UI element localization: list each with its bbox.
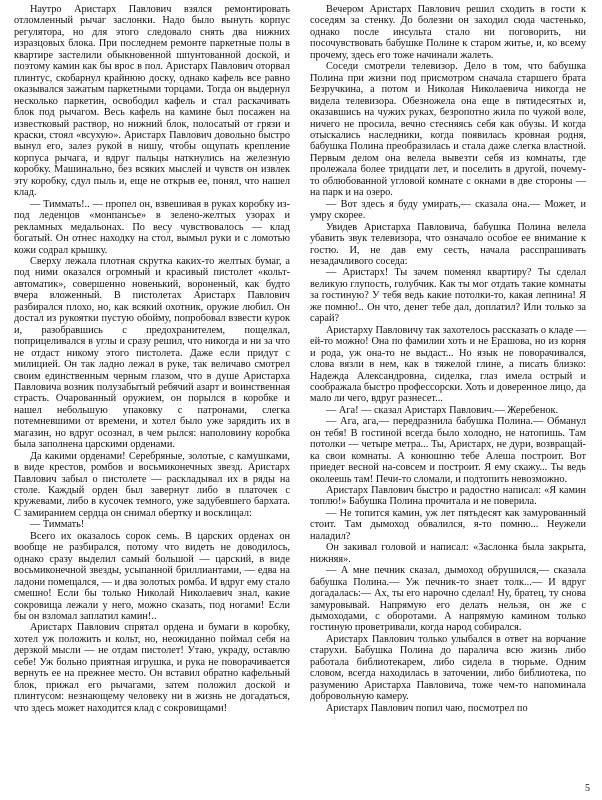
paragraph: Аристарх Павлович только улыбался в ответ на ворчание старухи. Бабушка Полина до паралича всю жизнь либо работала библиотекарем, либо сидела в тюрьме. Одним словом, всегда находилась в заточении, либо библиотека, по разумению Аристарха Павловича, тоже чем-то напоминала добровольную камеру. — [310, 633, 586, 703]
paragraph: Сверху лежала плотная скрутка каких-то желтых бумаг, а под ними оказался огромный и красивый пистолет «кольт-автоматик», совершенно новенький, вороненый, как будто вчера вложенный. В пистолетах Аристарх Павлович разбирался плохо, но, как всякий охотник, оружие любил. Он достал из рукоятки пустую обойму, попробовал взвести курок и, разобравшись с предохранителем, пощелкал, поприцеливался в углы и сразу решил, что никогда и ни за что не отдаст никому этого пистолета. Даже если придут с милицией. Он так ладно лежал в руке, так величаво смотрел своим единственным черным глазом, что в душе Аристарха Павловича возник полузабытый ребячий азарт и воинственная страсть. Очарованный оружием, он порылся в коробке и нашел небольшую упаковку с патронами, слегка потемневшими от времени, и хотел было уже зарядить их в магазин, но вдруг осознал, в чем рылся: наполовину коробка была заполнена царскими орденами. — [14, 255, 290, 451]
paragraph: Аристарх Павлович спрятал ордена и бумаги в коробку, хотел уж положить и кольт, но, неожиданно поймал себя на дерзкой мысли — не отдам пистолет! Утаю, украду, оставлю себе! Уж больно приятная игрушка, и рука не поворачивается вернуть ее на прежнее место. Он вставил обратно кафельный блок, прижал его рычагами, затем положил доской и плинтусом: незнающему человеку ни в жизнь не догадаться, что здесь может находится клад с сокровищами! — [14, 622, 290, 714]
paragraph: Соседи смотрели телевизор. Дело в том, что бабушка Полина при жизни под присмотром сначала старшего брата Безручкина, а потом и Николая Николаевича никогда не видела телевизора. Обезножела она еще в пятидесятых и, оказавшись на чужих руках, безропотно жила по чужой воле, ничего не просила, вечно стесняясь себя как обузы. И когда отыскались наследники, когда появилась кровная родня, бабушка Полина преобразилась и стала даже слегка властной. Первым делом она велела вывезти себя из комнаты, где пролежала более тридцати лет, и поселить в другой, почему-то облюбованной угловой комнате с окнами в две стороны — на парк и на озеро. — [310, 61, 586, 199]
paragraph: Он закивал головой и написал: «Заслонка была закрыта, нижняя». — [310, 542, 586, 565]
paragraph: Аристарху Павловичу так захотелось рассказать о кладе — ей-то можно! Она по фамилии хоть и не Ерашова, но из корня и рода, уж она-то не выдаст... Но язык не поворачивался, слова вязли в нем, как в тяжелой глине, а писать близко: Надежда Александровна, сиделка, глаз имела острый и соображала быстро профессорски. Хоть и доверенное лицо, да мало ли чего, вдруг разнесет... — [310, 324, 586, 405]
paragraph: — А мне печник сказал, дымоход обрушился,— сказала бабушка Полина.— Уж печник-то знает толк...— И вдруг догадалась:— Ах, ты его нарочно сделал! Ну, братец, ту снова замуровывай. Напрямую его делать нельзя, он же с дымоходами, с оборотами. А напрямую камином только гостиную проветривали, когда народ собирался. — [310, 565, 586, 634]
paragraph: Аристарх Павлович быстро и радостно написал: «Я камин топлю!» Бабушка Полина прочитала и не поверила. — [310, 485, 586, 508]
paragraph: Увидев Аристарха Павловича, бабушка Полина велела убавить звук телевизора, что означало особое ее внимание к гостю. И, не дав ему сесть, начала расспрашивать незадачливого соседа: — [310, 221, 586, 267]
left-text-column — [14, 4, 290, 714]
paragraph: — Тиммать! — [30, 519, 85, 531]
paragraph: — Тиммать!.. — пропел он, взвешивая в руках коробку из-под леденцов «монпансье» в зелено-желтых узорах и рекламных медальонах. По весу чувствовалось — клад богатый. Он отнес находку на стол, вымыл руки и с ломотью кожи содрал крышку. — [14, 198, 290, 256]
paragraph: — Вот здесь я буду умирать,— сказала она.— Может, и умру скорее. — [310, 198, 586, 222]
right-text-column — [310, 4, 586, 714]
paragraph: Аристарх Павлович попил чаю, посмотрел по — [326, 702, 528, 714]
paragraph: — Ага, ага,— передразнила бабушка Полина.— Обманул он тебя! В гостиной всегда было холодно, не натопишь. Там потолки — четыре метра... Ты, Аристарх, не дури, возвращай-ка свои комнаты. А конюшню тебе Алеша построит. Вот приедет весной на-совсем и построит. Я ему скажу... Ты ведь околеешь там! Печи-то сломали, и подтопить невозможно. — [310, 416, 586, 485]
paragraph: Наутро Аристарх Павлович взялся ремонтировать отломленный рычаг заслонки. Надо было вынуть корпус регулятора, но для этого следовало снять два нижних изразцовых блока. При последнем ремонте паркетные полы в квартире застелили обыкновенной шпунтованной доской, и поэтому камин как бы врос в пол. Аристарх Павлович оторвал плинтус, скобарнул крайнюю доску, однако кафель все равно оказывался зажатым паркетными торцами. Тогда он выдернул несколько паркетин, освободил кафель и стал раскачивать блок под рычагом. Весь кафель на камине был посажен на известковый раствор, но нижний блок, полосатый от грязи и краски, стоял «всухую». Аристарх Павлович довольно быстро вынул его, залез рукой в нишу, чтобы ощупать крепление корпуса рычага, и вдруг пальцы наткнулись на железную коробку. Машинально, без всяких мыслей и чувств он извлек эту коробку, сдул пыль и, еще не открыв ее, понял, что нашел клад. — [14, 4, 290, 199]
page-number: 5 — [585, 783, 590, 794]
paragraph: — Аристарх! Ты зачем поменял квартиру? Ты сделал великую глупость, голубчик. Как ты мог отдать такие комнаты за гостиную? У тебя ведь какие потолки-то, какая лепнина! Я же помню!.. Он что, денег тебе дал, доплатил? Или только за сарай? — [310, 267, 586, 325]
paragraph: Да какими орденами! Серебряные, золотые, с камушками, в виде крестов, ромбов и восьмиконечных звезд. Аристарх Павлович забыл о пистолете — раскладывал их в ряды на столе. Каждый орден был завернут либо в платочек с кружевами, либо в кусочек темного, уже задубевшего бархата. С замиранием сердца он снимал обертку и восклицал: — [14, 450, 290, 519]
paragraph: Всего их оказалось сорок семь. В царских орденах он вообще не разбирался, потому что видеть не доводилось, однако сразу выделил самый большой — царский, в виде восьмиконечной звезды, усыпанной бриллиантами, — едва на ладони помещался, — и два золотых ромба. И вдруг ему стало смешно! Если бы только Николай Николаевич знал, какие сокровища лежали у него, можно сказать, под ногами! Если бы он взломал заплатил камин!.. — [14, 530, 290, 623]
paragraph: Вечером Аристарх Павлович решил сходить в гости к соседям за стенку. До болезни он заходил сюда частенько, однако после инсульта стало ни поговорить, ни посочувствовать бабушке Полине к старом житье, и, ко всему прочему, здесь его тоже начинали жалеть. — [310, 4, 586, 61]
paragraph: — Ага! — сказал Аристарх Павлович.— Жеребенок. — [326, 404, 559, 416]
paragraph: — Не топится камин, уж лет пятьдесят как замурованный стоит. Там дымоход обвалился, я-то помню... Неужели наладил? — [310, 507, 586, 542]
